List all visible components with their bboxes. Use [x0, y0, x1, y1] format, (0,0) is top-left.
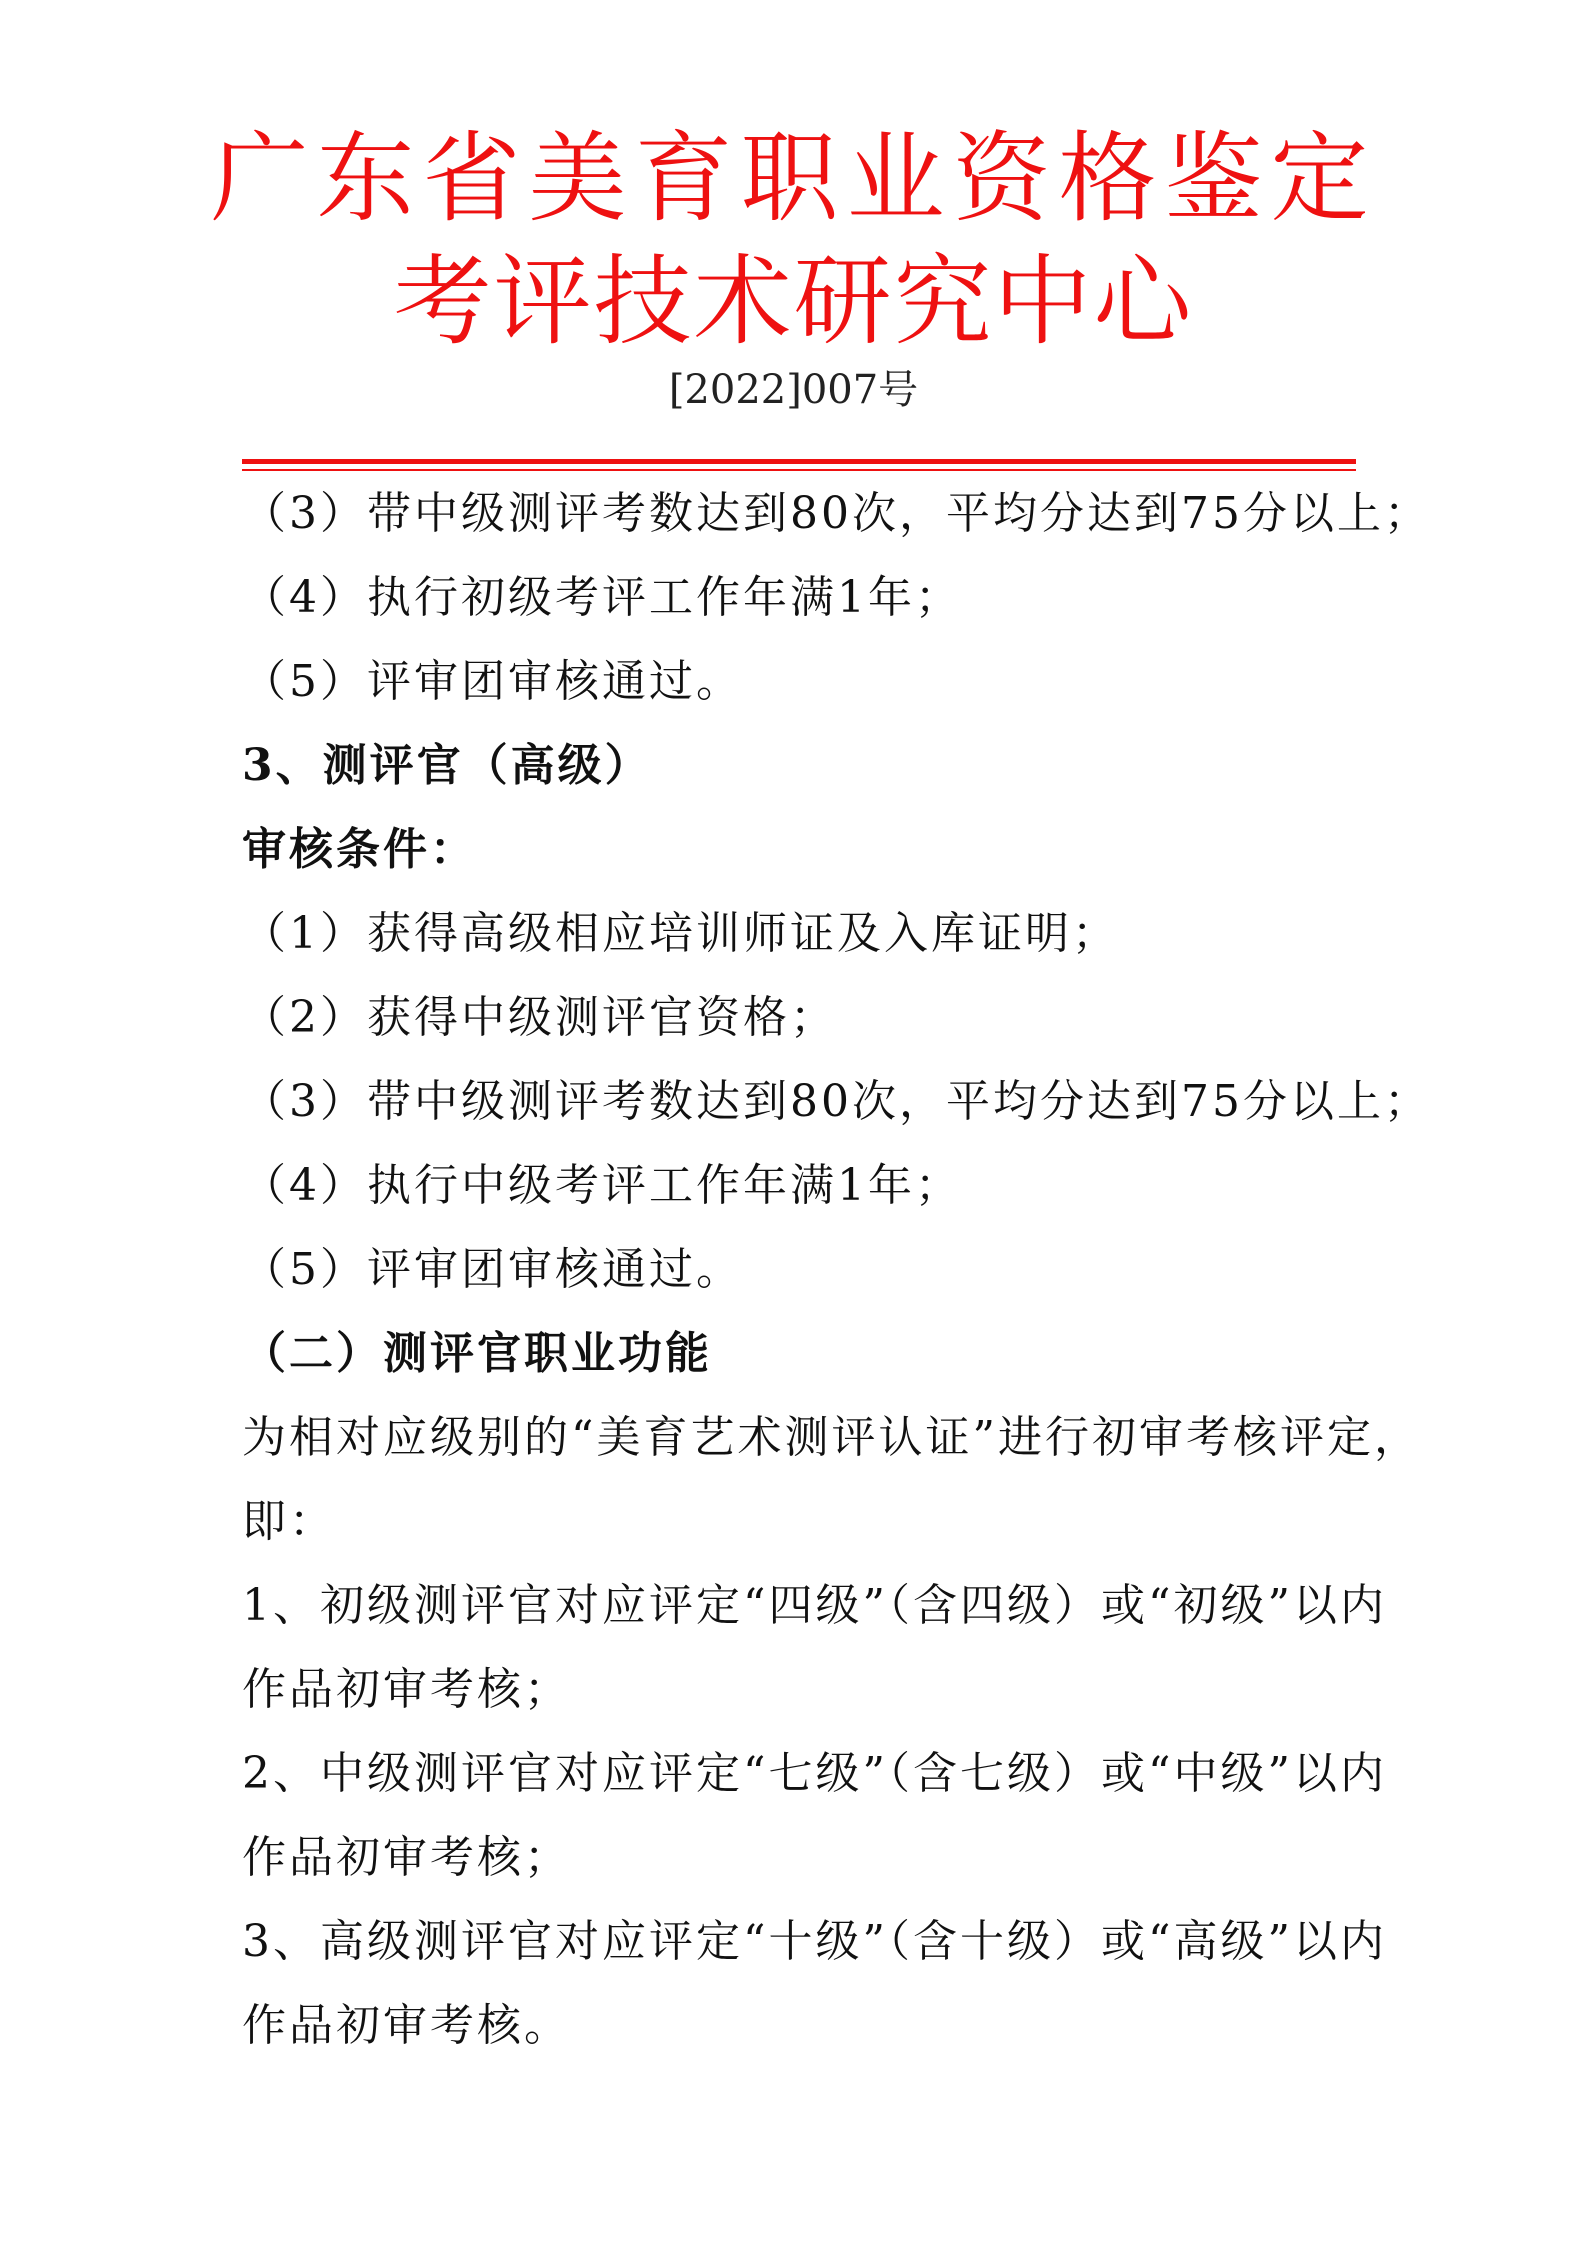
- paragraph-line: 1、初级测评官对应评定“四级”（含四级）或“初级”以内: [242, 1580, 1387, 1631]
- red-divider-thin: [242, 469, 1356, 471]
- paragraph-line: （5）评审团审核通过。: [242, 1244, 743, 1295]
- paragraph-line: 作品初审考核；: [242, 1832, 571, 1883]
- section-heading: 审核条件：: [242, 824, 477, 875]
- document-number: [2022]007号: [668, 367, 919, 413]
- letterhead-title-line1: 广东省美育职业资格鉴定: [210, 126, 1377, 234]
- paragraph-line: 作品初审考核。: [242, 2000, 571, 2051]
- paragraph-line: （1）获得高级相应培训师证及入库证明；: [242, 908, 1119, 959]
- paragraph-line: 2、中级测评官对应评定“七级”（含七级）或“中级”以内: [242, 1748, 1387, 1799]
- paragraph-line: 作品初审考核；: [242, 1664, 571, 1715]
- document-body: [242, 472, 1431, 2068]
- section-heading: （二）测评官职业功能: [242, 1328, 712, 1379]
- paragraph-line: 即：: [242, 1496, 336, 1547]
- section-heading: 3、测评官（高级）: [242, 740, 652, 791]
- paragraph-line: （2）获得中级测评官资格；: [242, 992, 837, 1043]
- paragraph-line: （5）评审团审核通过。: [242, 656, 743, 707]
- letterhead-title-line2: 考评技术研究中心: [393, 249, 1194, 357]
- paragraph-line: （4）执行初级考评工作年满1年；: [242, 572, 962, 623]
- paragraph-line: 为相对应级别的“美育艺术测评认证”进行初审考核评定，: [242, 1412, 1421, 1463]
- paragraph-line: 3、高级测评官对应评定“十级”（含十级）或“高级”以内: [242, 1916, 1387, 1967]
- paragraph-line: （4）执行中级考评工作年满1年；: [242, 1160, 962, 1211]
- paragraph-line: （3）带中级测评考数达到80次，平均分达到75分以上；: [242, 488, 1431, 539]
- red-divider-thick: [242, 459, 1356, 464]
- paragraph-line: （3）带中级测评考数达到80次，平均分达到75分以上；: [242, 1076, 1431, 1127]
